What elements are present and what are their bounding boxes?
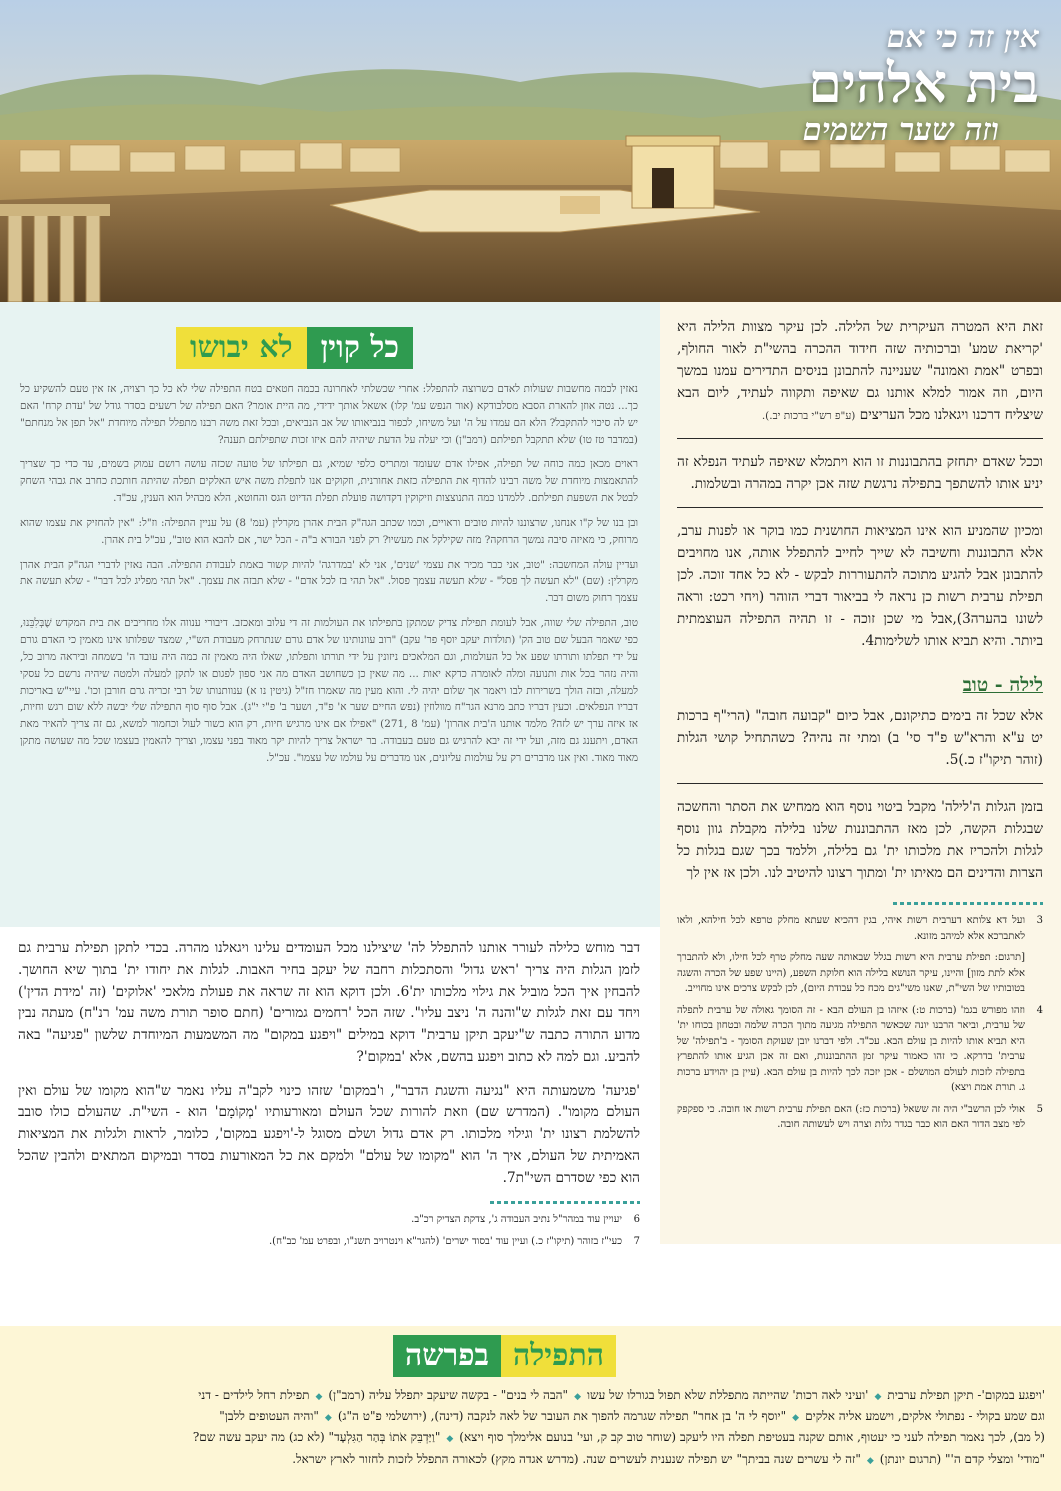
- bottom-section: [0, 1326, 1061, 1491]
- hero-title: [803, 20, 1039, 148]
- footnote: 4 וזהו מפורש בגמ' (ברכות ט:) איזהו בן העולם הבא - זה הסומך גאולה של ערבית לתפלה של ערבית, וביאר הרבנו יונה שכאשר התפילה מגיעה מתוך הכרה שלמה ובטחון בכוחו ית' היא תביא אותו להיות בן עולם הבא. עכ"ד. ולפי דברנו יובן שעוקת הסומך - ב'תפילה' של ערבית' בדרקא. כי זהו כאמור עיקר זמן ההתבוננות, ואם זה אכן הגיע אותו להתפרץ בתפילה לזכות לעולם המושלם - אכן יזכה לכך להיות בן עולם הבא. (עיין בן יהוידע ברכות ג. תורת אמת ויצא): [677, 1004, 1043, 1094]
- hero-title-line3: וזה שער השמים: [802, 111, 999, 148]
- bottom-item: "מודי' ומצלי קדם ה'" (תרגום יונתן): [879, 1451, 1045, 1466]
- box-paragraph: ראוים מכאן כמה כוחה של תפילה, אפילו אדם שעומד ומתריס כלפי שמיא, גם תפילתו של טועה שכזה עושה רושם עמוק בשמים, עד כדי כך שצריך להתאמצות מיוחדת של משה רבינו להדוף את התפילה כזאת אחורנית, וזקוקים אנו לתפלת משה איש האלקים תפלה שהיתה חותכת כחרב את גבהי השחק לבטל את השפעת תפילתם. ללמדנו כמה התנוצצות וזיקוקין דקדושה פועלת תפלת הדיוט הגס והחוטא, הלא מבהיל הוא הענין, עכ"ד.: [20, 458, 638, 505]
- footnote: 5 אולי לכן הרשב"י היה זה ששאל (ברכות כז:) האם תפילת ערבית רשות או חובה. כי ספקפק לפי מצב הדור האם הוא כבר בגדר גלות וצרה ויש לעשותה חובה.: [677, 1103, 1043, 1131]
- main-paragraph-2: 'פגיעה' משמעותה היא "נגיעה והשגת הדבר", ו'במקום' שזהו כינוי לקב"ה עליו נאמר ש"הוא מקומו של עולם ואין העולם מקומו". (המדרש שם) וזאת להורות שכל העולם ומאורעותיו 'מְקוֹמָם' הוא - השי"ת. שהעולם כולו סובב להשלמת רצונו ית' וגילוי מלכותו. רק אדם גדול ושלם מסוגל ל-'ויפגע במקום', כלומר, לראות ולגלות את המציאות האמיתית של העולם, איך ה' הוא "מקומו של עולם" ולמקם את כל המאורעות בסדר ובמיקום המתאים ולהבין שהכל הוא כפי שסדרם השי"ת7.: [18, 1082, 640, 1186]
- diamond-icon: ◆: [866, 1455, 874, 1466]
- bottom-title: [393, 1335, 616, 1377]
- hero-banner: [0, 0, 1061, 302]
- diamond-icon: ◆: [792, 1413, 800, 1424]
- bottom-line: [16, 1450, 1045, 1469]
- diamond-icon: ◆: [446, 1434, 454, 1445]
- bottom-item: "וַיַּדְבֵּק אֹתוֹ בְּהַר הַגִּלְעָד" (לא כג) מה יעקב עשה שם?: [192, 1430, 441, 1445]
- bottom-item: וגם שמע בקולי - נפתולי אלקים, וישמע אליה אלקים: [805, 1409, 1045, 1424]
- right-paragraph-3: ומכיון שהמניע הוא אינו המציאות החושנית כמו בוקר או לפנות ערב, אלא התבוננות וחשיבה לא שייך לחייב להתפלל אותה, אנו מחויבים להתבונן אבל להגיע מתוכה להתעוררות לבקש - לא כל אחד זוכה. לכן תפילת ערבית רשות כן נראה לי בביאור דברי הזוהר (ויחי רכט: וראה לשונו בהערה3),אבל מי שכן זוכה - זו תהיה התפילה העוצמתית ביותר. והיא תביא אותו לשלימות4.: [677, 523, 1043, 650]
- footnote: 3 ועל דא צלותא דערבית רשות איהי, בגין דהכיא שעתא מחלק טרפא לכל חילהא, ולאו לאתברכא אלא למיהב מזונא.: [677, 915, 1043, 942]
- bottom-lines: [16, 1386, 1045, 1471]
- bottom-line: [16, 1428, 1045, 1447]
- footnote: 6 יעויין עוד במהר"ל נתיב העבודה ג', צדקת הצדיק רכ"ב.: [411, 1214, 640, 1226]
- bottom-item: (ל מב), לכך נאמר תפילה לעני כי יעטוף, אותם שקנה בעטיפת תפלה היו ליעקב (שוחר טוב קב ק, ועי' בנועם אלימלך סוף ויצא): [459, 1430, 1045, 1445]
- main-paragraph-1: דבר מוחש כלילה לעורר אותנו להתפלל לה' שיצילנו מכל העומדים עלינו ויגאלנו מהרה. בכדי לתקן תפילת ערבית גם לזמן הגלות היה צריך 'ראש גדול' והסתכלות רחבה של יעקב בחיר האבות. לגלות את יחודו ית' בתוך שיא החושך. להבחין איך הכל מוביל את גילוי מלכותו ית'6. ולכן דוקא הוא זה שראה את פעולת מלאכי 'אלוקים' (זה 'מידת הדין') ויחד עם זאת לגלות ש"והנה ה' ניצב עליו". שזה הכל 'רחמים גמורים' (חתם סופר תורת משה עמ' רנ"ח) מעתה נבין מדוע התורה כתבה ש"יעקב תיקן ערבית" דוקא במילים "ויפגע במקום" מה המשמעות המיוחדת שלשון "פגיעה" באה להביע. וגם למה לא כתוב ויפגע בהשם, אלא 'במקום'?: [18, 940, 640, 1065]
- bottom-title-green: בפרשה: [393, 1335, 501, 1377]
- right-paragraph-2: וככל שאדם יתחזק בהתבוננות זו הוא ויתמלא שאיפה לעתיד הנפלא זה יניע אותו להשתפך בתפילה נרגשת שזה אכן יקרה במהרה ובשלמות.: [677, 454, 1043, 493]
- dotted-divider: [893, 902, 1043, 905]
- right-column: [660, 302, 1061, 1244]
- box-title: [176, 327, 413, 369]
- diamond-icon: ◆: [324, 1413, 332, 1424]
- box-title-green: כל קוין: [307, 327, 413, 369]
- diamond-icon: ◆: [315, 1392, 323, 1402]
- box-paragraph: טוב, התפילה שלי שווה, אבל לעומת תפילת צדיק שמתקן בתפילתו את העולמות זה די עלוב ומאכזב. דיבורי ענווה אלו מחריבים את בית המקדש שֶׁבְּלִבֵּנוּ, כפי שאמר הבעל שם טוב הק' (תולדות יעקב יוסף פר' עקב) "רוב עוונותינו של אדם גורם שנתרחק מעבודת הש"י, שמצד שפלותו אינו מאמין כי האדם גורם על ידי תפלתו ותורתו שפע אל כל העולמות, וגם המלאכים ניזונין על ידי תורתו ותפלתו, שאלו היה מאמין זה כמה היה עובד ה' בשמחה וביראה מרוב כל, והיה נזהר בכל אות ותנועה ומלה לאומרה כדקא יאות ... מה שאין כן כשחושב האדם מה אני ספון לפגום או לתקן למעלה ולמטה שיהיה נרשם כל עסקי למעלה, ובזה הולך בשרירות לבו ויאמר אך שלום יהיה לי. והוא מעין מה שאמרו חז"ל (גיטין נו א) ענוותנותו של רבי זכריה גרם חורבן וכו'. עיי"ש באריכות דבריו הנפלאים. וכעין דבריו כתב מרנא הגר"ח מוולוזין (נפש החיים שער א' פ"ד, ושער ב' פ"י י"ג). אבל סוף סוף התפילה שלי יבשה ללא שום רגש וחיות, אז איזה ערך יש לזה? מלמד אותנו ה'בית אהרון' (עמ' 8 ,271) "אפילו אם אינו מרגיש חיות, רק הוא כשור לעול וכחמור למשא, גם זה צריך להאיר מאת האדם, ויתענג גם מזה, ועל ידי זה יבא להרגיש גם טעם בעבודה. בר ישראל צריך להיות יקר מאוד בפני עצמו, וצריך להאמין בעצמו שכל מה שעושה מתקן מאוד מאוד. ואין אנו מדברים רק על עולמות עליונים, אנו מדברים על עולמו של עצמו". עכ"ל.: [20, 617, 638, 764]
- divider: [677, 438, 1043, 439]
- box-paragraph: נאזין לכמה מחשבות שעולות לאדם כשרוצה להתפלל: אחרי שכשלתי לאחרונה בכמה חטאים בטח התפילה שלי לא כל כך רצויה, אז אין טעם להשקיע כל כך... נטה אוזן להארת הסבא מסלבודקא (אור הנפש עמ' קלו) אשאל אותך ידידי, מה היית אומר? האם תפילה של רשעים בסדר גודל של 'עדת קרח' האם יש לה סיכוי להתקבל? הלא הם עמדו על ה' ועל משיחו, לכפור בנביאותו של אב הנביאים, ובכל זאת משה רבנו מתפלל תפילה מיוחדת "אל תפן אל מנחתם" (במדבר טז טו) שלא תתקבל תפילתם (רמב"ן) וכי יעלה על הדעת שיהיה להם איזו זכות שתפילתם תענה?: [20, 383, 638, 446]
- main-text: [18, 938, 640, 1255]
- box-title-yellow: לא יבושו: [176, 327, 307, 369]
- right-paragraph-1: זאת היא המטרה העיקרית של הלילה. לכן עיקר מצוות הלילה היא 'קריאת שמע' וברכותיה שזה חידוד ההכרה בהשי"ת לאור החולף, ובפרט "אמת ואמונה" שעניינה להתבונן בניסים התדירים עמנו במשך היום, וזה אמור למלא אותנו גם שאיפה ותקווה לעתיד, ליום הבא שיצליח דרכנו ויגאלנו מכל העריצים (ע"פ רש"י ברכות יב.).: [677, 319, 1043, 424]
- hero-title-line1: אין זה כי אם: [886, 20, 1039, 55]
- hero-title-line2: בית אלהים: [808, 51, 1039, 115]
- footnote: [תרגום: תפילת ערבית היא רשות בגלל שבאותה שעה מחלק טרף לכל חילו, ולא להתברך אלא לתת מזון] והיינו, עיקר הנושא בלילה הוא חלוקת השפע, (היינו שפע של הכרה והשגה בטובותיו של השי"ת, שאנו משי"גים מכח כל עבודת היום), לכן לבקש צרכים אינו מחוייב.: [677, 952, 1025, 995]
- bottom-item: תפילת רחל לילדים - דני: [198, 1388, 310, 1402]
- divider: [677, 507, 1043, 508]
- bottom-line: [16, 1386, 1045, 1405]
- diamond-icon: ◆: [574, 1392, 581, 1402]
- right-paragraph-4: אלא שכל זה בימים כתיקונם, אבל כיום "קבועה חובה" (הרי"ף ברכות יט ע"א והרא"ש פ"ד סי' ב) ומתי זה נהיה? כשהתחיל קושי הגלות (זוהר תיקו"ז כ.)5.: [677, 708, 1043, 769]
- diamond-icon: ◆: [874, 1392, 882, 1402]
- bottom-line: [16, 1407, 1045, 1426]
- bottom-item: "זה לי עשרים שנה בביתך" יש תפילה שנענית לעשרים שנה. (מדרש אגדה מקץ) לכאורה התפלל לזכות לחזור לארץ ישראל.: [292, 1451, 861, 1466]
- right-paragraph-5: בזמן הגלות ה'לילה' מקבל ביטוי נוסף הוא ממחיש את הסתר והחשכה שבגלות הקשה, לכן מאז ההתבוננות שלנו בלילה מקבלת גוון נוסף לגלות ולהכריז את מלכותו ית' גם בלילה, וללמד בכך שגם בגלות כל הצרות והדינים הם מאיתו ית' ומתוך רצונו להיטיב לנו. ולכן אז אין לך: [677, 799, 1043, 882]
- box-paragraph: ובן בנו של ק"ו אנחנו, שרצוננו להיות טובים וראויים, וכמו שכתב הגה"ק הבית אהרן מקרלין (עמ' 8) על עניין התפילה: וז"ל: "אין להחזיק את עצמו שהוא מרוחק, כי מאיזה סיבה נמשך הרחקה? מזה שקילקל את מעשיו? רק לפני הבורא ב"ה - הכל ישר, אם להבא הוא טוב", עכ"ל בית אהרן.: [20, 516, 639, 546]
- dotted-divider: [490, 1201, 640, 1204]
- bottom-title-yellow: התפילה: [501, 1335, 616, 1377]
- bottom-item: "הבה לי בנים" - בקשה שיעקב יתפלל עליה (רמב"ן): [328, 1388, 569, 1402]
- bottom-item: 'ויפגע במקום'- תיקן תפילת ערבית: [887, 1388, 1045, 1402]
- divider: [677, 783, 1043, 784]
- section-heading: לילה - טוב: [962, 674, 1043, 697]
- sidebar-box: [0, 302, 660, 927]
- box-paragraph: ועדיין עולה המחשבה: "טוב, אני כבר מכיר את עצמי 'שנים', אני לא 'במדרגה' להיות קשור באמת לעבודת התפילה. הבה נאזין לדברי הגה"ק הבית אהרן מקרלין: (שם) "לא תעשה לך פסל" - שלא תעשה עצמך פסול. "אל תהי בז לכל אדם" - שלא תבזה את עצמך. "אל תהי מפליג לכל דבר" - שלא תעשה את עצמך רחוק משום דבר.: [19, 558, 638, 605]
- bottom-item: "והיה העטופים ללבן": [219, 1409, 319, 1424]
- footnote: 7 כעי"ז בזוהר (תיקו"ז כ.) ועיין עוד 'בסוד ישרים' (להגר"א וינטרויב תשנ"ו, ובפרט עמ' כב"ח).: [269, 1235, 640, 1247]
- bottom-item: 'ועיני לאה רכות' שהייתה מתפללת שלא תפול בגורלו של עשו: [586, 1388, 869, 1402]
- source-note: (ע"פ רש"י ברכות יב.).: [761, 410, 856, 423]
- bottom-item: "יוסף לי ה' בן אחר" תפילה שגרמה להפוך את העובר של לאה לנקבה (דינה), (ירושלמי פ"ט ה"ג): [337, 1409, 787, 1424]
